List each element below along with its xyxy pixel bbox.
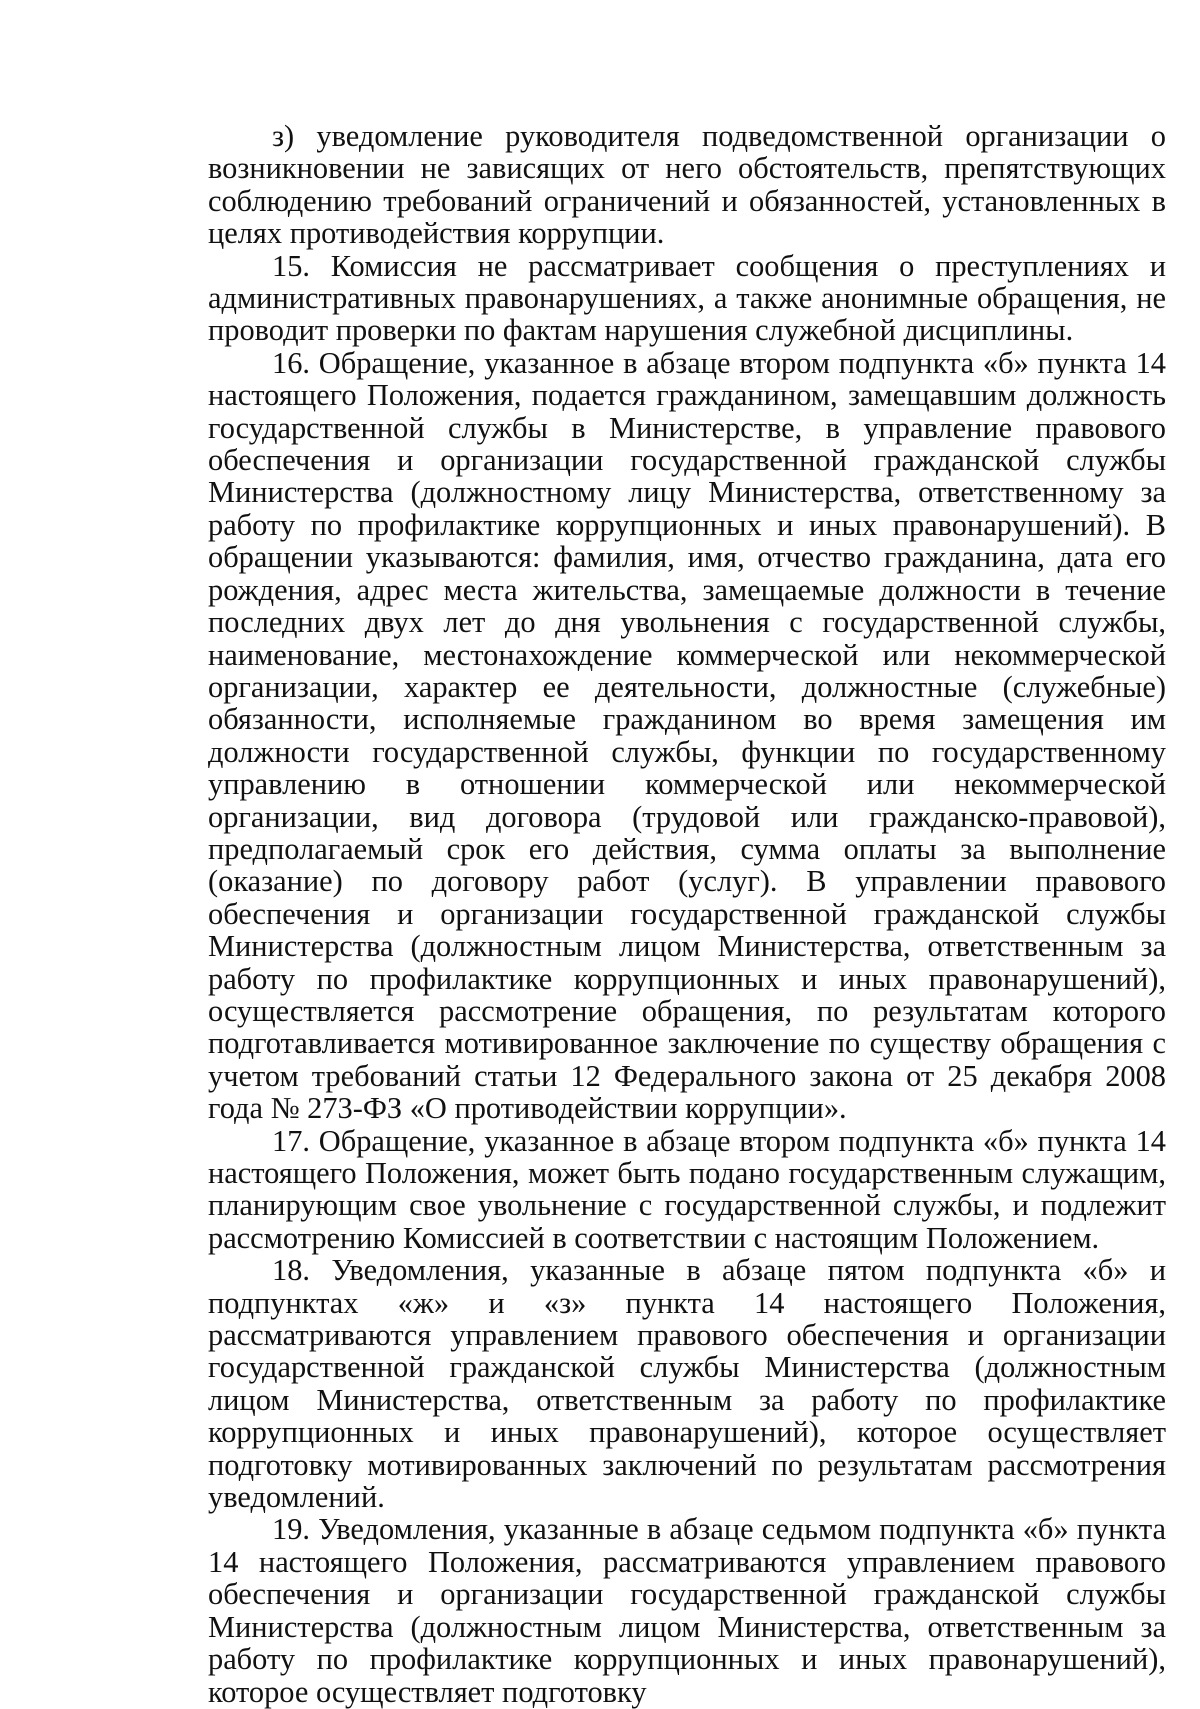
paragraph-16: 16. Обращение, указанное в абзаце втором подпункта «б» пункта 14 настоящего Положения, подается гражданином, замещавшим должность государственной службы в Министерстве, в управление правового обеспечения и организации государственной гражданской службы Министерства (должностному лицу Министерства, ответственному за работу по профилактике коррупционных и иных правонарушений). В обращении указываются: фамилия, имя, отчество гражданина, дата его рождения, адрес места жительства, замещаемые должности в течение последних двух лет до дня увольнения с государственной службы, наименование, местонахождение коммерческой или некоммерческой организации, характер ее деятельности, должностные (служебные) обязанности, исполняемые гражданином во время замещения им должности государственной службы, функции по государственному управлению в отношении коммерческой или некоммерческой организации, вид договора (трудовой или гражданско-правовой), предполагаемый срок его действия, сумма оплаты за выполнение (оказание) по договору работ (услуг). В управлении правового обеспечения и организации государственной гражданской службы Министерства (должностным лицом Министерства, ответственным за работу по профилактике коррупционных и иных правонарушений), осуществляется рассмотрение обращения, по результатам которого подготавливается мотивированное заключение по существу обращения с учетом требований статьи 12 Федерального закона от 25 декабря 2008 года № 273-ФЗ «О противодействии коррупции». <box>208 345 1166 1126</box>
paragraph-17: 17. Обращение, указанное в абзаце втором подпункта «б» пункта 14 настоящего Положения, может быть подано государственным служащим, планирующим свое увольнение с государственной службы, и подлежит рассмотрению Комиссией в соответствии с настоящим Положением. <box>208 1123 1166 1255</box>
paragraph-subitem-z: з) уведомление руководителя подведомственной организации о возникновении не зависящих от него обстоятельств, препятствующих соблюдению требований ограничений и обязанностей, установленных в целях противодействия коррупции. <box>208 119 1166 251</box>
paragraph-19: 19. Уведомления, указанные в абзаце седьмом подпункта «б» пункта 14 настоящего Положения, рассматриваются управлением правового обеспечения и организации государственной гражданской службы Министерства (должностным лицом Министерства, ответственным за работу по профилактике коррупционных и иных правонарушений), которое осуществляет подготовку <box>208 1512 1166 1709</box>
paragraph-15: 15. Комиссия не рассматривает сообщения о преступлениях и административных правонарушениях, а также анонимные обращения, не проводит проверки по фактам нарушения служебной дисциплины. <box>208 248 1166 348</box>
paragraph-18: 18. Уведомления, указанные в абзаце пятом подпункта «б» и подпунктах «ж» и «з» пункта 14 настоящего Положения, рассматриваются управлением правового обеспечения и организации государственной гражданской службы Министерства (должностным лицом Министерства, ответственным за работу по профилактике коррупционных и иных правонарушений), которое осуществляет подготовку мотивированных заключений по результатам рассмотрения уведомлений. <box>208 1253 1166 1515</box>
document-page <box>208 120 1166 1708</box>
